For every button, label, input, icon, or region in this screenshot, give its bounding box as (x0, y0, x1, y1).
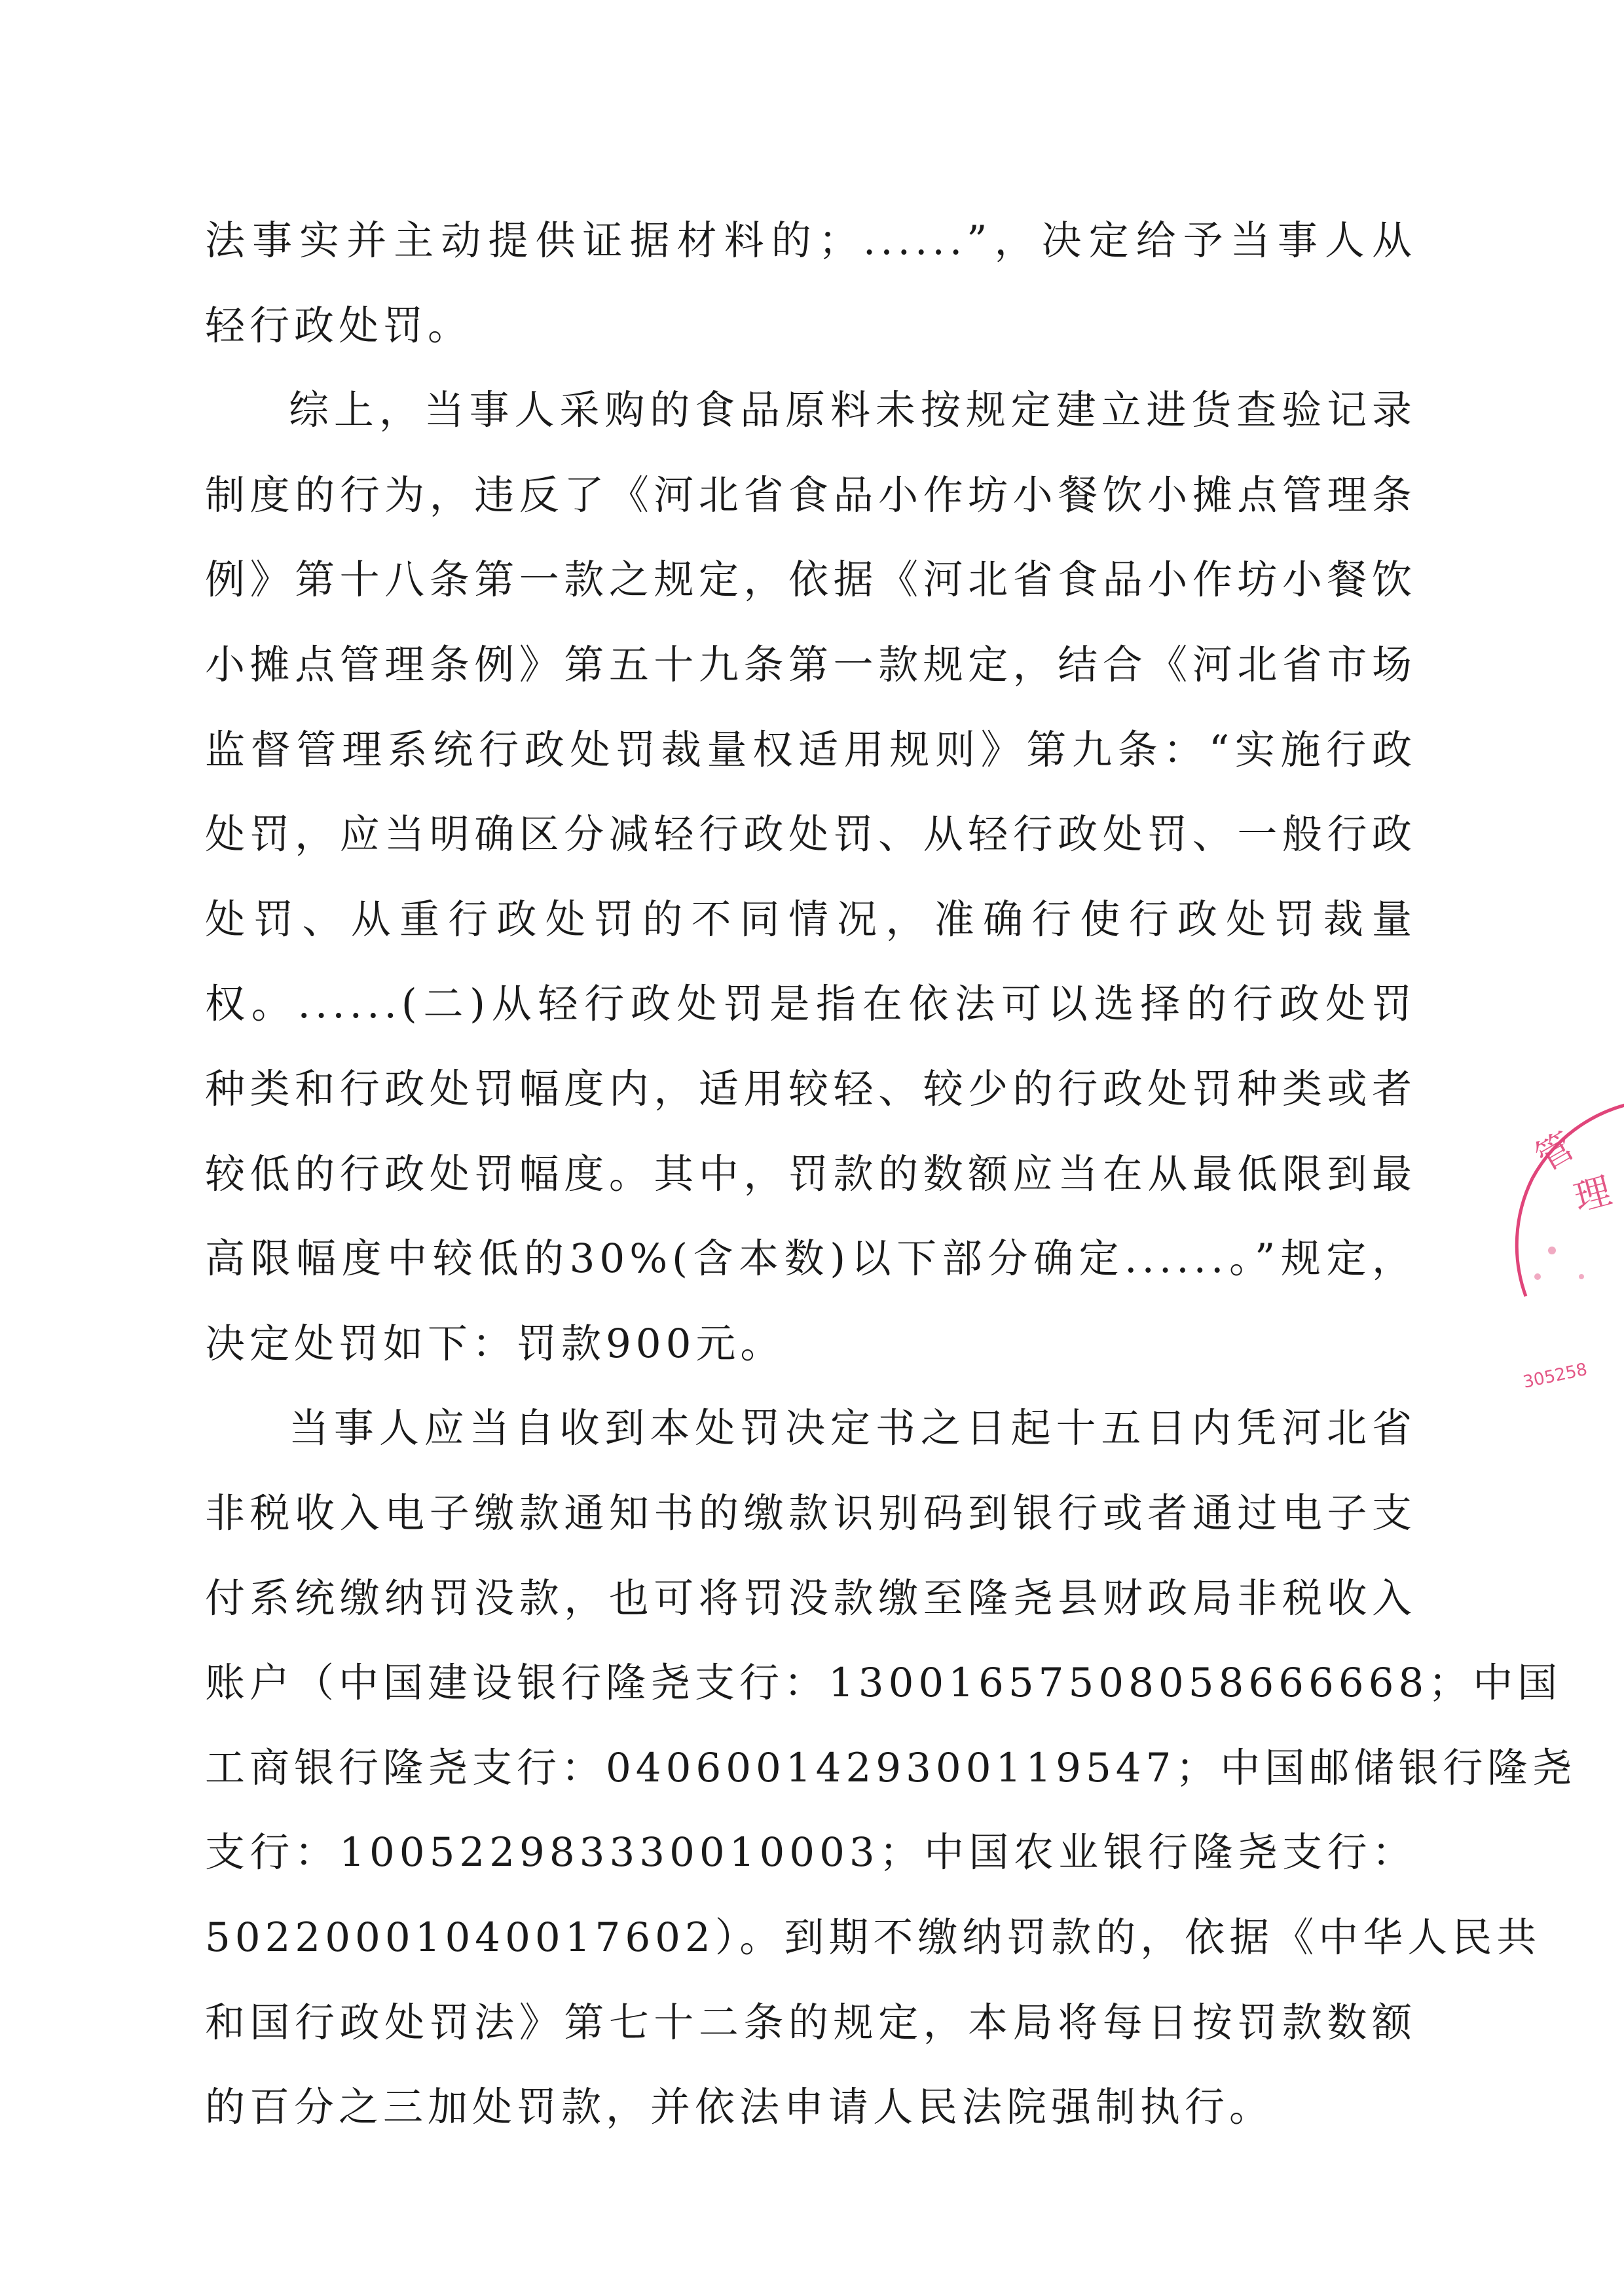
text-line: 的百分之三加处罚款，并依法申请人民法院强制执行。 (205, 2084, 1274, 2130)
text-line: 种类和行政处罚幅度内，适用较轻、较少的行政处罚种类或者 (205, 1066, 1416, 1112)
text-line: 当事人应当自收到本处罚决定书之日起十五日内凭河北省 (289, 1405, 1416, 1451)
text-line: 法事实并主动提供证据材料的；......”，决定给予当事人从 (205, 217, 1416, 264)
text-line: 决定处罚如下：罚款900元。 (205, 1321, 785, 1367)
text-line: 权。......(二)从轻行政处罚是指在依法可以选择的行政处罚 (205, 981, 1416, 1027)
text-line: 处罚，应当明确区分减轻行政处罚、从轻行政处罚、一般行政 (205, 811, 1416, 858)
text-line: 非税收入电子缴款通知书的缴款识别码到银行或者通过电子支 (205, 1490, 1416, 1537)
text-line: 综上，当事人采购的食品原料未按规定建立进货查验记录 (289, 387, 1416, 433)
text-line: 账户（中国建设银行隆尧支行：13001657508058666668；中国 (205, 1660, 1562, 1706)
seal-graphic (1506, 1080, 1624, 1447)
svg-text:理: 理 (1569, 1169, 1616, 1220)
text-line: 付系统缴纳罚没款，也可将罚没款缴至隆尧县财政局非税收入 (205, 1575, 1416, 1622)
official-seal-fragment (1506, 1080, 1624, 1447)
text-line: 制度的行为，违反了《河北省食品小作坊小餐饮小摊点管理条 (205, 472, 1416, 519)
text-line: 监督管理系统行政处罚裁量权适用规则》第九条：“实施行政 (205, 727, 1416, 773)
text-line: 高限幅度中较低的30%(含本数)以下部分确定......。”规定， (205, 1235, 1416, 1282)
text-line: 轻行政处罚。 (205, 302, 473, 349)
svg-text:管: 管 (1528, 1124, 1582, 1180)
text-line: 较低的行政处罚幅度。其中，罚款的数额应当在从最低限到最 (205, 1151, 1416, 1197)
text-line: 支行：100522983330010003；中国农业银行隆尧支行： (205, 1829, 1416, 1876)
text-line: 处罚、从重行政处罚的不同情况，准确行使行政处罚裁量 (205, 896, 1416, 943)
text-line: 小摊点管理条例》第五十九条第一款规定，结合《河北省市场 (205, 642, 1416, 688)
text-line: 和国行政处罚法》第七十二条的规定，本局将每日按罚款数额 (205, 1999, 1416, 2046)
text-line: 50220001040017602）。到期不缴纳罚款的，依据《中华人民共 (205, 1914, 1541, 1961)
text-line: 例》第十八条第一款之规定，依据《河北省食品小作坊小餐饮 (205, 556, 1416, 603)
text-line: 工商银行隆尧支行：0406001429300119547；中国邮储银行隆尧 (205, 1745, 1577, 1791)
svg-text:305258: 305258 (1521, 1359, 1589, 1393)
